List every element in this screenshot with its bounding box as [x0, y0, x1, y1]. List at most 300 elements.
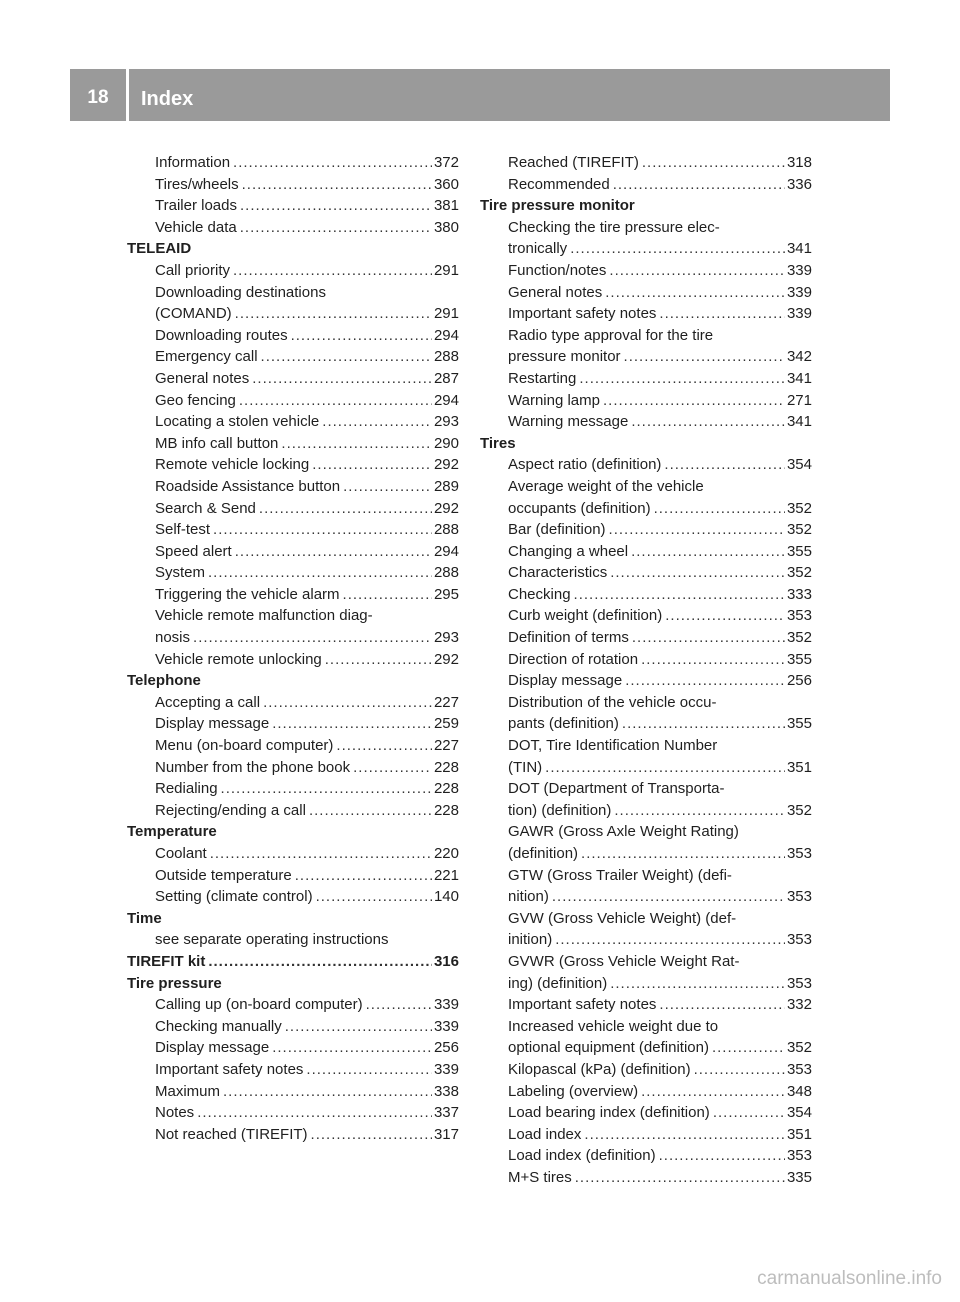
page-ref: 339 [786, 305, 812, 323]
page-ref: 339 [433, 996, 459, 1014]
dot-leader [309, 800, 432, 822]
entry-label: Direction of rotation [508, 650, 639, 668]
dot-leader [664, 454, 785, 476]
page-ref: 353 [786, 931, 812, 949]
page-ref: 228 [433, 758, 459, 776]
index-entry [480, 498, 812, 520]
entry-label: Maximum [155, 1082, 221, 1100]
page-ref: 352 [786, 801, 812, 819]
index-entry [127, 411, 459, 433]
index-entry [480, 1124, 812, 1146]
index-entry [127, 1016, 459, 1038]
entry-label: Roadside Assistance button [155, 477, 341, 495]
dot-leader [625, 670, 785, 692]
page-ref: 336 [786, 175, 812, 193]
page-ref: 341 [786, 413, 812, 431]
index-entry [127, 713, 459, 735]
entry-label: Search & Send [155, 499, 256, 517]
page-ref: 292 [433, 650, 459, 668]
index-entry [480, 994, 812, 1016]
index-entry [480, 282, 812, 304]
page-ref: 339 [786, 261, 812, 279]
page-ref: 352 [786, 629, 812, 647]
dot-leader [665, 605, 785, 627]
dot-leader [552, 886, 785, 908]
dot-leader [622, 713, 785, 735]
index-entry [127, 562, 459, 584]
dot-leader [240, 195, 432, 217]
dot-leader [285, 1016, 432, 1038]
index-entry-continued: GTW (Gross Trailer Weight) (defi- [508, 866, 732, 884]
page-ref: 355 [786, 650, 812, 668]
entry-label: optional equipment (definition) [508, 1039, 709, 1057]
index-entry [127, 886, 459, 908]
page-ref: 294 [433, 391, 459, 409]
entry-label: General notes [155, 369, 250, 387]
dot-leader [239, 390, 432, 412]
page-ref: 289 [433, 477, 459, 495]
page-ref: 355 [786, 715, 812, 733]
page-ref: 288 [433, 564, 459, 582]
index-entry-continued: see separate operating instructions [155, 931, 389, 949]
page-ref: 295 [433, 585, 459, 603]
section-title: Index [141, 88, 194, 110]
index-entry [127, 1124, 459, 1146]
dot-leader [312, 454, 432, 476]
entry-label: Labeling (overview) [508, 1082, 639, 1100]
entry-label: Load bearing index (definition) [508, 1104, 710, 1122]
entry-label: Kilopascal (kPa) (definition) [508, 1060, 691, 1078]
entry-label: tion) (definition) [508, 801, 612, 819]
dot-leader [584, 1124, 785, 1146]
page-ref: 353 [786, 1147, 812, 1165]
dot-leader [223, 1081, 432, 1103]
index-entry-continued: Distribution of the vehicle occu- [508, 693, 717, 711]
dot-leader [614, 800, 785, 822]
index-entry [127, 368, 459, 390]
index-entry [480, 670, 812, 692]
dot-leader [272, 713, 432, 735]
dot-leader [343, 476, 432, 498]
page-ref: 292 [433, 499, 459, 517]
index-entry [480, 1102, 812, 1124]
dot-leader [322, 411, 432, 433]
entry-label: Notes [155, 1104, 195, 1122]
page-ref: 338 [433, 1082, 459, 1100]
entry-label: TIREFIT kit [127, 952, 206, 970]
index-entry [480, 627, 812, 649]
page-ref: 259 [433, 715, 459, 733]
index-entry-continued: GAWR (Gross Axle Weight Rating) [508, 823, 739, 841]
index-heading: Telephone [127, 672, 201, 690]
index-entry [480, 973, 812, 995]
index-heading: TELEAID [127, 240, 192, 258]
page-ref: 355 [786, 542, 812, 560]
dot-leader [240, 217, 432, 239]
entry-label: Display message [155, 1039, 270, 1057]
entry-label: Display message [155, 715, 270, 733]
entry-label: Important safety notes [508, 305, 657, 323]
dot-leader [575, 1167, 785, 1189]
index-entry [127, 843, 459, 865]
page-ref: 352 [786, 564, 812, 582]
page-ref: 353 [786, 888, 812, 906]
page-ref: 354 [786, 1104, 812, 1122]
page-ref: 352 [786, 1039, 812, 1057]
page-ref: 227 [433, 737, 459, 755]
page-ref: 220 [433, 845, 459, 862]
index-entry [480, 1081, 812, 1103]
dot-leader [210, 843, 432, 865]
entry-label: Bar (definition) [508, 521, 606, 539]
page-ref: 351 [786, 758, 812, 776]
dot-leader [545, 757, 785, 779]
page-number: 18 [87, 87, 109, 108]
index-entry [480, 1145, 812, 1167]
entry-label: Speed alert [155, 542, 232, 560]
page-ref: 353 [786, 607, 812, 625]
index-entry [127, 498, 459, 520]
index-entry-continued: Checking the tire pressure elec- [508, 218, 720, 236]
page-ref: 290 [433, 434, 459, 452]
entry-label: Checking [508, 585, 571, 603]
dot-leader [193, 627, 432, 649]
dot-leader [641, 1081, 785, 1103]
dot-leader [295, 865, 432, 887]
page-ref: 221 [433, 866, 459, 884]
page-ref: 288 [433, 521, 459, 539]
index-entry [480, 605, 812, 627]
entry-label: (definition) [508, 845, 579, 862]
index-entry [127, 217, 459, 239]
index-entry-continued: GVWR (Gross Vehicle Weight Rat- [508, 952, 740, 970]
index-column-left [127, 152, 459, 1145]
entry-label: Vehicle data [155, 218, 237, 236]
page-ref: 140 [433, 888, 459, 906]
entry-label: Display message [508, 672, 623, 690]
entry-label: Accepting a call [155, 693, 261, 711]
dot-leader [631, 541, 785, 563]
entry-label: M+S tires [508, 1168, 572, 1186]
page-ref: 291 [433, 261, 459, 279]
index-entry [127, 757, 459, 779]
entry-label: (COMAND) [155, 305, 232, 323]
dot-leader [311, 1124, 432, 1146]
dot-leader [233, 152, 432, 174]
entry-label: pants (definition) [508, 715, 619, 733]
dot-leader [197, 1102, 432, 1124]
page-ref: 380 [433, 218, 459, 236]
entry-label: Changing a wheel [508, 542, 629, 560]
dot-leader [233, 260, 432, 282]
dot-leader [353, 757, 432, 779]
entry-label: Tires/wheels [155, 175, 239, 193]
entry-label: Important safety notes [508, 996, 657, 1014]
dot-leader [713, 1102, 785, 1124]
dot-leader [259, 498, 432, 520]
index-entry [127, 1059, 459, 1081]
index-entry-continued: GVW (Gross Vehicle Weight) (def- [508, 909, 737, 927]
dot-leader [306, 1059, 432, 1081]
index-entry [127, 325, 459, 347]
index-entry [480, 843, 812, 865]
index-entry [480, 152, 812, 174]
index-entry [127, 994, 459, 1016]
dot-leader [316, 886, 432, 908]
dot-leader [659, 1145, 785, 1167]
entry-label: occupants (definition) [508, 499, 651, 517]
dot-leader [581, 843, 785, 865]
page-ref: 271 [786, 391, 812, 409]
dot-leader [343, 584, 432, 606]
entry-label: inition) [508, 931, 553, 949]
entry-label: Rejecting/ending a call [155, 801, 306, 819]
page-ref: 353 [786, 845, 812, 862]
index-column-right [480, 152, 812, 1189]
entry-label: Information [155, 154, 231, 171]
index-entry [480, 346, 812, 368]
entry-label: Calling up (on-board computer) [155, 996, 363, 1014]
index-heading: Temperature [127, 823, 217, 841]
page-ref: 337 [433, 1104, 459, 1122]
index-entry-continued: DOT, Tire Identification Number [508, 737, 718, 755]
entry-label: MB info call button [155, 434, 279, 452]
index-entry [127, 152, 459, 174]
dot-leader [613, 174, 785, 196]
dot-leader [221, 778, 432, 800]
entry-label: Warning message [508, 413, 629, 431]
page-ref: 292 [433, 456, 459, 474]
page-ref: 287 [433, 369, 459, 387]
page-ref: 228 [433, 801, 459, 819]
index-entry [127, 260, 459, 282]
entry-label: Characteristics [508, 564, 608, 582]
index-entry-continued: Downloading destinations [155, 283, 326, 301]
index-heading-entry [127, 951, 459, 973]
dot-leader [641, 649, 785, 671]
index-entry [480, 584, 812, 606]
page-ref: 318 [786, 154, 812, 171]
entry-label: Triggering the vehicle alarm [155, 585, 340, 603]
entry-label: pressure monitor [508, 348, 621, 366]
page-ref: 293 [433, 629, 459, 647]
dot-leader [366, 994, 432, 1016]
entry-label: Geo fencing [155, 391, 236, 409]
page-ref: 293 [433, 413, 459, 431]
index-entry [127, 519, 459, 541]
dot-leader [336, 735, 432, 757]
dot-leader [712, 1037, 785, 1059]
entry-label: Checking manually [155, 1017, 282, 1035]
dot-leader [261, 346, 432, 368]
index-entry [480, 519, 812, 541]
index-entry [127, 627, 459, 649]
index-heading: Tires [480, 434, 516, 452]
entry-label: (TIN) [508, 758, 543, 776]
entry-label: Curb weight (definition) [508, 607, 663, 625]
entry-label: Vehicle remote unlocking [155, 650, 322, 668]
dot-leader [659, 303, 785, 325]
entry-label: Emergency call [155, 348, 258, 366]
entry-label: tronically [508, 240, 568, 258]
entry-label: Function/notes [508, 261, 607, 279]
index-entry [127, 692, 459, 714]
page-ref: 341 [786, 240, 812, 258]
page-ref: 339 [433, 1017, 459, 1035]
index-entry [480, 260, 812, 282]
dot-leader [208, 562, 432, 584]
entry-label: Redialing [155, 780, 218, 798]
index-entry [127, 433, 459, 455]
page-ref: 353 [786, 974, 812, 992]
entry-label: Outside temperature [155, 866, 292, 884]
entry-label: Load index [508, 1125, 582, 1143]
dot-leader [659, 994, 785, 1016]
index-entry [127, 390, 459, 412]
index-entry [127, 454, 459, 476]
index-entry [127, 865, 459, 887]
dot-leader [631, 411, 785, 433]
index-entry [127, 584, 459, 606]
dot-leader [252, 368, 432, 390]
dot-leader [609, 260, 785, 282]
dot-leader [654, 498, 785, 520]
index-entry [480, 541, 812, 563]
dot-leader [610, 562, 785, 584]
dot-leader [213, 519, 432, 541]
page-ref: 256 [433, 1039, 459, 1057]
dot-leader [291, 325, 432, 347]
index-entry [480, 1167, 812, 1189]
entry-label: nosis [155, 629, 191, 647]
index-entry [480, 800, 812, 822]
header-divider [126, 69, 129, 121]
dot-leader [235, 303, 432, 325]
index-entry [480, 562, 812, 584]
index-entry [127, 195, 459, 217]
dot-leader [694, 1059, 785, 1081]
index-entry-continued: DOT (Department of Transporta- [508, 780, 725, 798]
entry-label: ing) (definition) [508, 974, 608, 992]
dot-leader [632, 627, 785, 649]
page-ref: 339 [433, 1060, 459, 1078]
dot-leader [325, 649, 432, 671]
entry-label: Trailer loads [155, 197, 237, 215]
dot-leader [570, 238, 785, 260]
index-entry-continued: Average weight of the vehicle [508, 477, 704, 495]
entry-label: Self-test [155, 521, 211, 539]
index-entry [480, 174, 812, 196]
index-entry [480, 411, 812, 433]
page-ref: 332 [786, 996, 812, 1014]
dot-leader [642, 152, 785, 174]
entry-label: Aspect ratio (definition) [508, 456, 662, 474]
dot-leader [281, 433, 432, 455]
page-ref: 354 [786, 456, 812, 474]
entry-label: General notes [508, 283, 603, 301]
page-ref: 352 [786, 521, 812, 539]
dot-leader [579, 368, 785, 390]
dot-leader [242, 174, 432, 196]
page-ref: 227 [433, 693, 459, 711]
entry-label: Locating a stolen vehicle [155, 413, 320, 431]
watermark: carmanualsonline.info [757, 1268, 942, 1289]
dot-leader [605, 282, 785, 304]
entry-label: Not reached (TIREFIT) [155, 1125, 308, 1143]
index-entry [127, 303, 459, 325]
entry-label: nition) [508, 888, 549, 906]
page-ref: 372 [433, 154, 459, 171]
index-entry [127, 735, 459, 757]
page-ref: 256 [786, 672, 812, 690]
page-ref: 339 [786, 283, 812, 301]
entry-label: Reached (TIREFIT) [508, 154, 639, 171]
index-heading: Tire pressure monitor [480, 197, 635, 215]
entry-label: Important safety notes [155, 1060, 304, 1078]
index-entry [127, 541, 459, 563]
entry-label: Menu (on-board computer) [155, 737, 334, 755]
page-ref: 381 [433, 197, 459, 215]
page-ref: 294 [433, 542, 459, 560]
index-entry-continued: Increased vehicle weight due to [508, 1017, 719, 1035]
page-ref: 353 [786, 1060, 812, 1078]
index-entry [480, 757, 812, 779]
index-entry [127, 1081, 459, 1103]
entry-label: Remote vehicle locking [155, 456, 310, 474]
page-ref: 360 [433, 175, 459, 193]
index-heading: Tire pressure [127, 974, 222, 992]
entry-label: Downloading routes [155, 326, 288, 344]
dot-leader [610, 973, 785, 995]
page-ref: 352 [786, 499, 812, 517]
index-entry [480, 303, 812, 325]
page-ref: 335 [786, 1168, 812, 1186]
index-entry [127, 1102, 459, 1124]
dot-leader [609, 519, 785, 541]
index-entry [127, 476, 459, 498]
page-ref: 291 [433, 305, 459, 323]
dot-leader [235, 541, 432, 563]
page-ref: 316 [433, 952, 459, 970]
page-ref: 294 [433, 326, 459, 344]
index-entry-continued: Vehicle remote malfunction diag- [155, 607, 373, 625]
index-entry [480, 649, 812, 671]
index-entry [127, 346, 459, 368]
dot-leader [624, 346, 785, 368]
index-entry [127, 1037, 459, 1059]
index-entry [480, 713, 812, 735]
dot-leader [208, 951, 432, 973]
entry-label: Call priority [155, 261, 231, 279]
entry-label: Recommended [508, 175, 610, 193]
page-ref: 333 [786, 585, 812, 603]
index-heading: Time [127, 909, 162, 927]
page-ref: 342 [786, 348, 812, 366]
dot-leader [555, 929, 785, 951]
dot-leader [272, 1037, 432, 1059]
dot-leader [574, 584, 785, 606]
entry-label: Setting (climate control) [155, 888, 313, 906]
page-ref: 348 [786, 1082, 812, 1100]
entry-label: Definition of terms [508, 629, 629, 647]
index-entry [480, 454, 812, 476]
index-entry [480, 390, 812, 412]
entry-label: Number from the phone book [155, 758, 351, 776]
entry-label: Restarting [508, 369, 577, 387]
index-entry [127, 649, 459, 671]
index-entry [127, 174, 459, 196]
index-entry [480, 368, 812, 390]
